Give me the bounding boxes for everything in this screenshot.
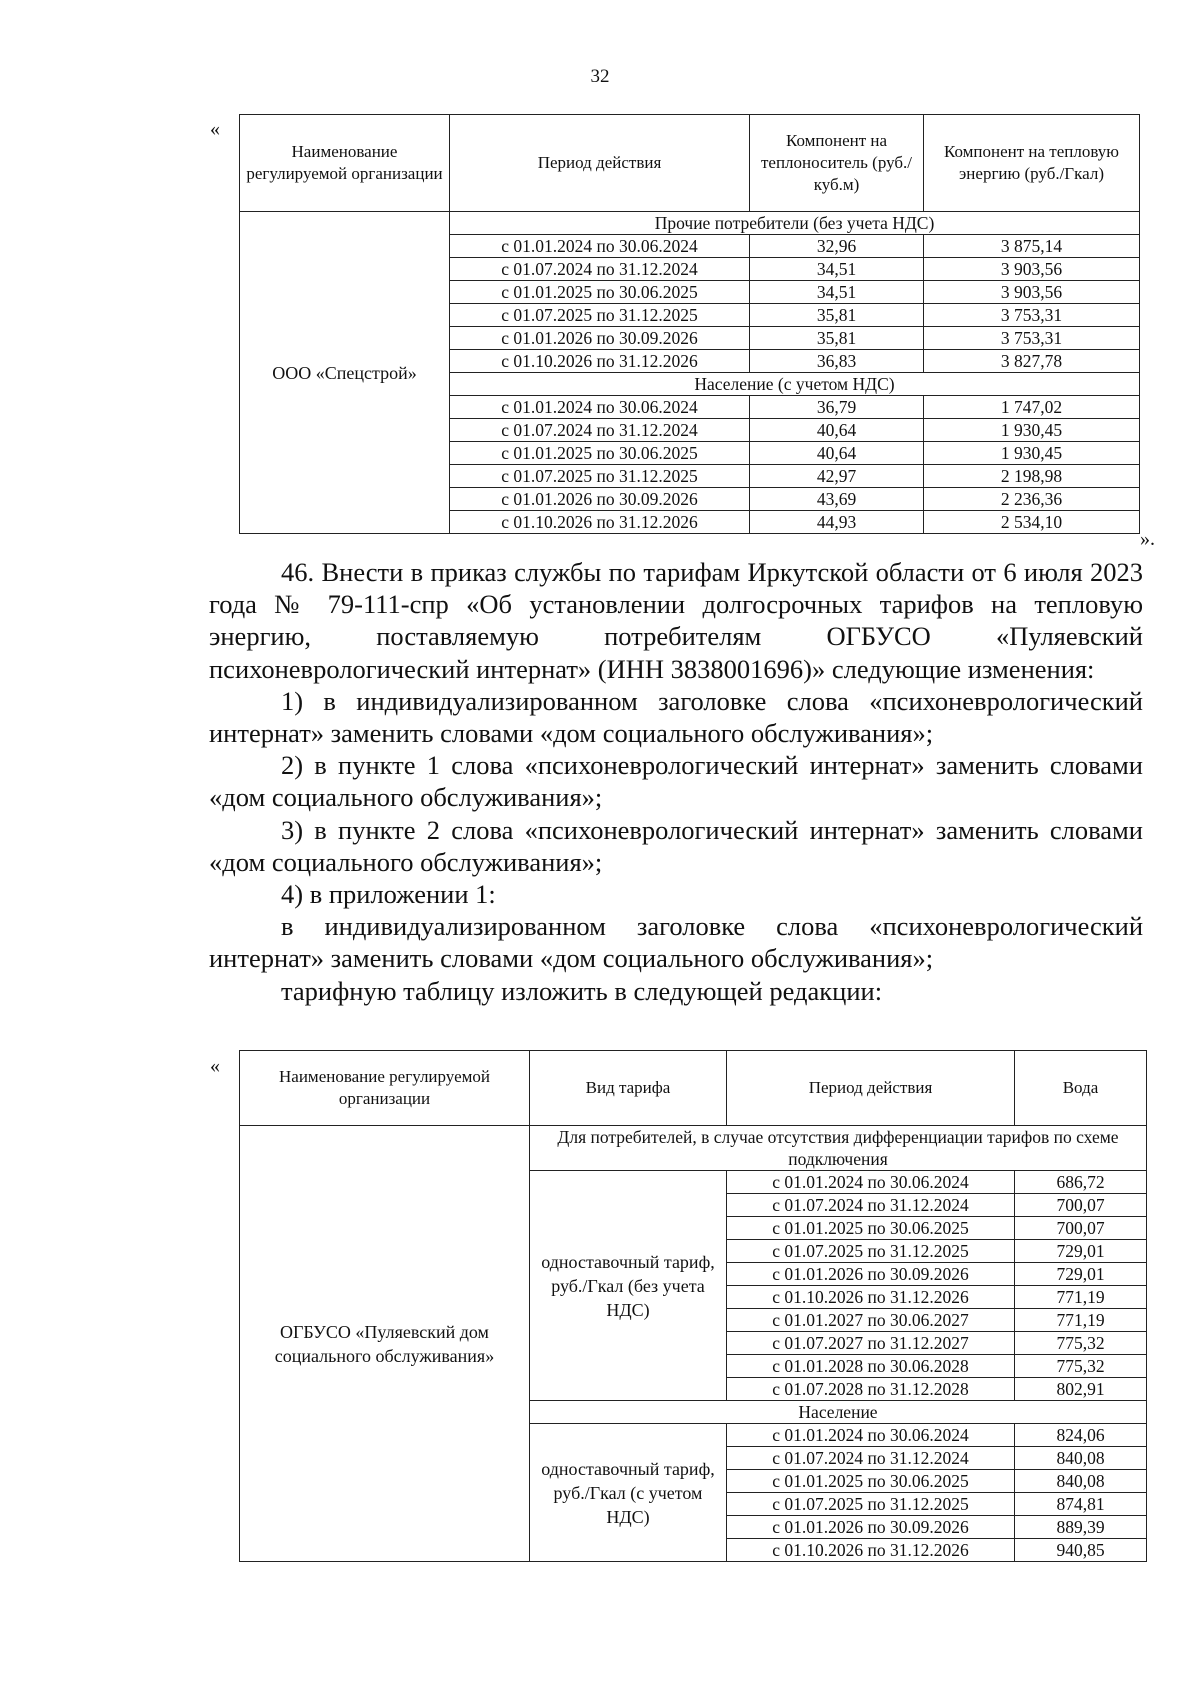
paragraph-item-1: 1) в индивидуализированном заголовке слова «психоневрологический интернат» заменить словами «дом социального обслуживания»; [209, 685, 1143, 749]
carrier-cell: 35,81 [750, 327, 924, 350]
tariff-kind-cell: одноставочный тариф, руб./Гкал (без учета НДС) [530, 1171, 727, 1401]
period-cell: с 01.01.2025 по 30.06.2025 [727, 1217, 1015, 1240]
carrier-cell: 35,81 [750, 304, 924, 327]
energy-cell: 3 903,56 [924, 281, 1140, 304]
water-cell: 889,39 [1015, 1516, 1147, 1539]
carrier-cell: 32,96 [750, 235, 924, 258]
energy-cell: 3 827,78 [924, 350, 1140, 373]
energy-cell: 2 198,98 [924, 465, 1140, 488]
carrier-cell: 43,69 [750, 488, 924, 511]
period-cell: с 01.07.2025 по 31.12.2025 [450, 304, 750, 327]
paragraph-item-4: 4) в приложении 1: [281, 879, 496, 910]
table1-org-name: ООО «Спецстрой» [240, 212, 450, 534]
period-cell: с 01.07.2024 по 31.12.2024 [450, 258, 750, 281]
paragraph-header-change: в индивидуализированном заголовке слова «психоневрологический интернат» заменить словами «дом социального обслуживания»; [209, 911, 1143, 974]
period-cell: с 01.07.2028 по 31.12.2028 [727, 1378, 1015, 1401]
paragraph-table-intro: тарифную таблицу изложить в следующей редакции: [281, 975, 883, 1006]
water-cell: 940,85 [1015, 1539, 1147, 1562]
carrier-cell: 44,93 [750, 511, 924, 534]
page-number: 32 [590, 66, 610, 87]
period-cell: с 01.07.2024 по 31.12.2024 [727, 1194, 1015, 1217]
carrier-cell: 36,79 [750, 396, 924, 419]
table2-body [240, 1126, 1147, 1562]
water-cell: 700,07 [1015, 1194, 1147, 1217]
water-cell: 729,01 [1015, 1263, 1147, 1286]
table1-section-population: Население (с учетом НДС) [450, 373, 1140, 396]
energy-cell: 3 903,56 [924, 258, 1140, 281]
period-cell: с 01.01.2027 по 30.06.2027 [727, 1309, 1015, 1332]
table2-header-kind: Вид тарифа [530, 1051, 727, 1126]
paragraph-item-2: 2) в пункте 1 слова «психоневрологический интернат» заменить словами «дом социального обслуживания»; [209, 750, 1143, 813]
carrier-cell: 42,97 [750, 465, 924, 488]
water-cell: 840,08 [1015, 1470, 1147, 1493]
period-cell: с 01.07.2025 по 31.12.2025 [727, 1240, 1015, 1263]
table2-header-period: Период действия [727, 1051, 1015, 1126]
paragraph-46: 46. Внести в приказ службы по тарифам Иркутской области от 6 июля 2023 года № 79-111-спр «Об установлении долгосрочных тарифов на тепловую энергию, поставляемую потребителям ОГБУСО «Пуляевский психоневрологический интернат» (ИНН 3838001696)» следующие изменения: [209, 557, 1143, 684]
water-cell: 874,81 [1015, 1493, 1147, 1516]
period-cell: с 01.10.2026 по 31.12.2026 [450, 350, 750, 373]
period-cell: с 01.01.2024 по 30.06.2024 [450, 235, 750, 258]
table1-open-quote: « [210, 118, 220, 140]
period-cell: с 01.07.2024 по 31.12.2024 [450, 419, 750, 442]
carrier-cell: 36,83 [750, 350, 924, 373]
water-cell: 686,72 [1015, 1171, 1147, 1194]
period-cell: с 01.10.2026 по 31.12.2026 [727, 1286, 1015, 1309]
water-cell: 771,19 [1015, 1286, 1147, 1309]
energy-cell: 3 753,31 [924, 327, 1140, 350]
period-cell: с 01.07.2025 по 31.12.2025 [450, 465, 750, 488]
table2-org-name: ОГБУСО «Пуляевский дом социального обслуживания» [240, 1126, 530, 1562]
table1-section-other: Прочие потребители (без учета НДС) [450, 212, 1140, 235]
water-tariff-table [239, 1050, 1147, 1562]
table1-section-row [240, 212, 1140, 235]
table1-close-quote: ». [1140, 528, 1155, 550]
period-cell: с 01.10.2026 по 31.12.2026 [727, 1539, 1015, 1562]
period-cell: с 01.07.2027 по 31.12.2027 [727, 1332, 1015, 1355]
table2-section-population: Население [530, 1401, 1147, 1424]
period-cell: с 01.01.2024 по 30.06.2024 [727, 1171, 1015, 1194]
period-cell: с 01.01.2025 по 30.06.2025 [450, 281, 750, 304]
period-cell: с 01.01.2024 по 30.06.2024 [727, 1424, 1015, 1447]
table1-header-period: Период действия [450, 115, 750, 212]
carrier-cell: 34,51 [750, 258, 924, 281]
period-cell: с 01.01.2025 по 30.06.2025 [450, 442, 750, 465]
energy-cell: 2 534,10 [924, 511, 1140, 534]
tariff-kind-cell: одноставочный тариф, руб./Гкал (с учетом НДС) [530, 1424, 727, 1562]
period-cell: с 01.07.2025 по 31.12.2025 [727, 1493, 1015, 1516]
water-cell: 802,91 [1015, 1378, 1147, 1401]
period-cell: с 01.01.2028 по 30.06.2028 [727, 1355, 1015, 1378]
table2-header-water: Вода [1015, 1051, 1147, 1126]
table1-header-carrier: Компонент на теплоноситель (руб./куб.м) [750, 115, 924, 212]
period-cell: с 01.01.2026 по 30.09.2026 [450, 327, 750, 350]
period-cell: с 01.01.2026 по 30.09.2026 [727, 1263, 1015, 1286]
energy-cell: 1 930,45 [924, 419, 1140, 442]
period-cell: с 01.10.2026 по 31.12.2026 [450, 511, 750, 534]
water-cell: 729,01 [1015, 1240, 1147, 1263]
energy-cell: 2 236,36 [924, 488, 1140, 511]
table2-section-consumers: Для потребителей, в случае отсутствия дифференциации тарифов по схеме подключения [530, 1126, 1147, 1171]
carrier-cell: 34,51 [750, 281, 924, 304]
period-cell: с 01.01.2025 по 30.06.2025 [727, 1470, 1015, 1493]
heat-tariff-table [239, 114, 1140, 534]
table2-header-org: Наименование регулируемой организации [240, 1051, 530, 1126]
period-cell: с 01.07.2024 по 31.12.2024 [727, 1447, 1015, 1470]
carrier-cell: 40,64 [750, 442, 924, 465]
carrier-cell: 40,64 [750, 419, 924, 442]
table1-header-energy: Компонент на тепловую энергию (руб./Гкал) [924, 115, 1140, 212]
energy-cell: 3 753,31 [924, 304, 1140, 327]
water-cell: 775,32 [1015, 1355, 1147, 1378]
table1-header-org: Наименование регулируемой организации [240, 115, 450, 212]
amendment-text [209, 556, 1143, 1007]
energy-cell: 3 875,14 [924, 235, 1140, 258]
energy-cell: 1 930,45 [924, 442, 1140, 465]
table2-section-row [240, 1126, 1147, 1171]
energy-cell: 1 747,02 [924, 396, 1140, 419]
water-cell: 840,08 [1015, 1447, 1147, 1470]
period-cell: с 01.01.2026 по 30.09.2026 [450, 488, 750, 511]
period-cell: с 01.01.2026 по 30.09.2026 [727, 1516, 1015, 1539]
table1-body [240, 212, 1140, 534]
table2-open-quote: « [210, 1055, 220, 1077]
water-cell: 775,32 [1015, 1332, 1147, 1355]
paragraph-item-3: 3) в пункте 2 слова «психоневрологический интернат» заменить словами «дом социального обслуживания»; [209, 814, 1143, 877]
water-cell: 824,06 [1015, 1424, 1147, 1447]
water-cell: 771,19 [1015, 1309, 1147, 1332]
period-cell: с 01.01.2024 по 30.06.2024 [450, 396, 750, 419]
water-cell: 700,07 [1015, 1217, 1147, 1240]
